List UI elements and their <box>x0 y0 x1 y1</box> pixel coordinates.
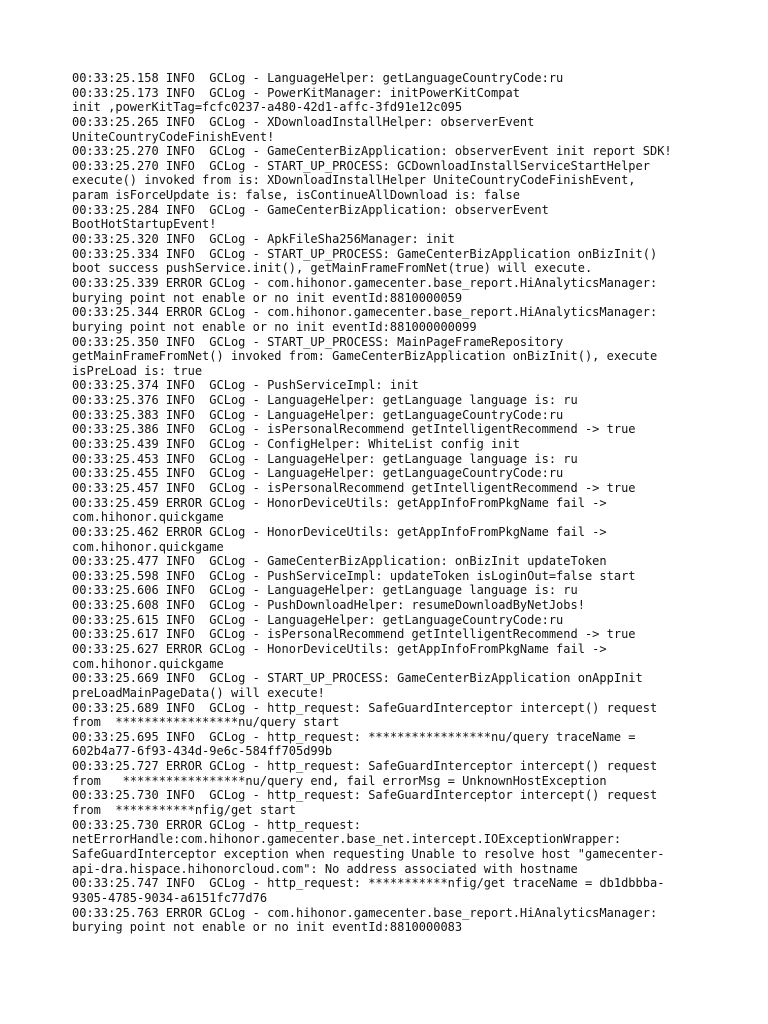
log-line: boot success pushService.init(), getMainFrameFromNet(true) will execute. <box>72 261 593 276</box>
log-line: 00:33:25.457 INFO GCLog - isPersonalRecommend getIntelligentRecommend -> true <box>72 480 636 495</box>
log-line: 00:33:25.339 ERROR GCLog - com.hihonor.gamecenter.base_report.HiAnalyticsManager: <box>72 275 658 290</box>
log-line: 00:33:25.344 ERROR GCLog - com.hihonor.gamecenter.base_report.HiAnalyticsManager: <box>72 305 658 320</box>
log-line: getMainFrameFromNet() invoked from: GameCenterBizApplication onBizInit(), execute <box>72 349 658 364</box>
log-line: 00:33:25.615 INFO GCLog - LanguageHelper: getLanguageCountryCode:ru <box>72 612 564 627</box>
log-line: 00:33:25.383 INFO GCLog - LanguageHelper: getLanguageCountryCode:ru <box>72 407 564 422</box>
log-line: 00:33:25.695 INFO GCLog - http_request: *****************nu/query traceName = <box>72 729 636 744</box>
log-line: 00:33:25.455 INFO GCLog - LanguageHelper: getLanguageCountryCode:ru <box>72 466 564 481</box>
log-line: 00:33:25.320 INFO GCLog - ApkFileSha256Manager: init <box>72 232 455 247</box>
log-line: 00:33:25.453 INFO GCLog - LanguageHelper: getLanguage language is: ru <box>72 451 578 466</box>
log-line: netErrorHandle:com.hihonor.gamecenter.base_net.intercept.IOExceptionWrapper: <box>72 832 622 847</box>
log-line: 9305-4785-9034-a6151fc77d76 <box>72 890 268 905</box>
log-line: 00:33:25.606 INFO GCLog - LanguageHelper: getLanguage language is: ru <box>72 583 578 598</box>
log-line: 00:33:25.763 ERROR GCLog - com.hihonor.gamecenter.base_report.HiAnalyticsManager: <box>72 905 658 920</box>
log-text-block <box>72 71 712 935</box>
log-line: from *****************nu/query start <box>72 715 340 730</box>
log-line: 00:33:25.270 INFO GCLog - GameCenterBizApplication: observerEvent init report SDK! <box>72 144 672 159</box>
log-line: 00:33:25.727 ERROR GCLog - http_request: SafeGuardInterceptor intercept() request <box>72 759 658 774</box>
log-line: 00:33:25.598 INFO GCLog - PushServiceImpl: updateToken isLoginOut=false start <box>72 568 636 583</box>
log-line: 00:33:25.374 INFO GCLog - PushServiceImpl: init <box>72 378 419 393</box>
log-line: 00:33:25.627 ERROR GCLog - HonorDeviceUtils: getAppInfoFromPkgName fail -> <box>72 641 607 656</box>
log-line: 00:33:25.689 INFO GCLog - http_request: SafeGuardInterceptor intercept() request <box>72 700 658 715</box>
log-line: param isForceUpdate is: false, isContinueAllDownload is: false <box>72 188 520 203</box>
log-line: burying point not enable or no init eventId:8810000083 <box>72 920 463 935</box>
log-line: api-dra.hispace.hihonorcloud.com": No address associated with hostname <box>72 861 578 876</box>
log-line: 00:33:25.608 INFO GCLog - PushDownloadHelper: resumeDownloadByNetJobs! <box>72 598 585 613</box>
log-line: isPreLoad is: true <box>72 363 203 378</box>
log-line: from ***********nfig/get start <box>72 803 296 818</box>
log-line: 00:33:25.386 INFO GCLog - isPersonalRecommend getIntelligentRecommend -> true <box>72 422 636 437</box>
log-line: 00:33:25.265 INFO GCLog - XDownloadInstallHelper: observerEvent <box>72 114 535 129</box>
log-line: 00:33:25.350 INFO GCLog - START_UP_PROCESS: MainPageFrameRepository <box>72 334 564 349</box>
log-line: 00:33:25.439 INFO GCLog - ConfigHelper: WhiteList config init <box>72 437 520 452</box>
log-line: 00:33:25.617 INFO GCLog - isPersonalRecommend getIntelligentRecommend -> true <box>72 627 636 642</box>
log-line: burying point not enable or no init eventId:8810000059 <box>72 290 463 305</box>
log-line: com.hihonor.quickgame <box>72 656 224 671</box>
log-line: from *****************nu/query end, fail errorMsg = UnknownHostException <box>72 773 607 788</box>
log-line: com.hihonor.quickgame <box>72 510 224 525</box>
log-line: 00:33:25.173 INFO GCLog - PowerKitManager: initPowerKitCompat <box>72 85 520 100</box>
log-line: 00:33:25.158 INFO GCLog - LanguageHelper: getLanguageCountryCode:ru <box>72 71 564 85</box>
log-line: UniteCountryCodeFinishEvent! <box>72 129 275 144</box>
log-line: 00:33:25.270 INFO GCLog - START_UP_PROCESS: GCDownloadInstallServiceStartHelper <box>72 158 650 173</box>
log-line: 00:33:25.747 INFO GCLog - http_request: ***********nfig/get traceName = db1dbbba- <box>72 876 665 891</box>
log-line: 00:33:25.462 ERROR GCLog - HonorDeviceUtils: getAppInfoFromPkgName fail -> <box>72 524 607 539</box>
log-line: com.hihonor.quickgame <box>72 539 224 554</box>
log-line: 00:33:25.730 INFO GCLog - http_request: SafeGuardInterceptor intercept() request <box>72 788 658 803</box>
log-line: burying point not enable or no init eventId:881000000099 <box>72 319 477 334</box>
log-line: init ,powerKitTag=fcfc0237-a480-42d1-affc-3fd91e12c095 <box>72 100 463 115</box>
log-line: 602b4a77-6f93-434d-9e6c-584ff705d99b <box>72 744 333 759</box>
log-line: 00:33:25.334 INFO GCLog - START_UP_PROCESS: GameCenterBizApplication onBizInit() <box>72 246 658 261</box>
log-line: 00:33:25.284 INFO GCLog - GameCenterBizApplication: observerEvent <box>72 202 549 217</box>
log-line: 00:33:25.376 INFO GCLog - LanguageHelper: getLanguage language is: ru <box>72 393 578 408</box>
log-line: 00:33:25.730 ERROR GCLog - http_request: <box>72 817 361 832</box>
log-line: 00:33:25.669 INFO GCLog - START_UP_PROCESS: GameCenterBizApplication onAppInit <box>72 671 643 686</box>
log-line: 00:33:25.459 ERROR GCLog - HonorDeviceUtils: getAppInfoFromPkgName fail -> <box>72 495 607 510</box>
log-line: preLoadMainPageData() will execute! <box>72 685 325 700</box>
log-line: 00:33:25.477 INFO GCLog - GameCenterBizApplication: onBizInit updateToken <box>72 554 607 569</box>
log-line: execute() invoked from is: XDownloadInstallHelper UniteCountryCodeFinishEvent, <box>72 173 636 188</box>
log-line: SafeGuardInterceptor exception when requesting Unable to resolve host "gamecenter- <box>72 846 665 861</box>
log-line: BootHotStartupEvent! <box>72 217 217 232</box>
